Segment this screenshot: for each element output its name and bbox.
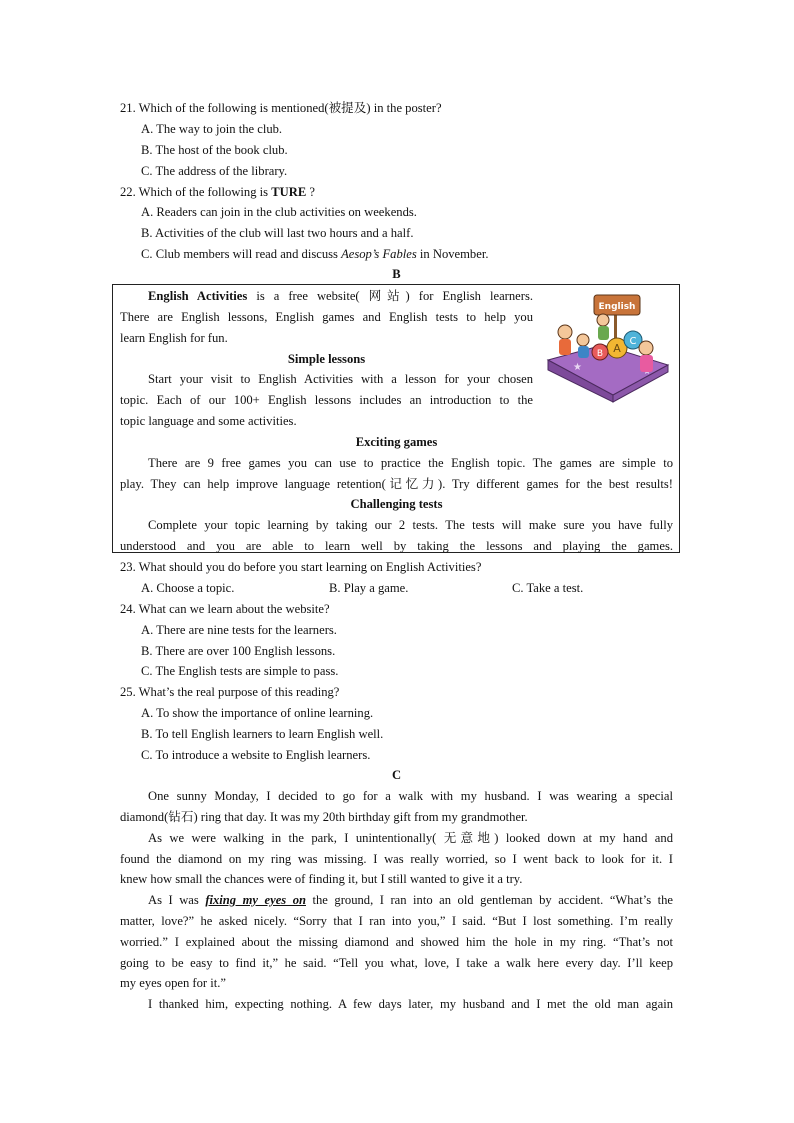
website-name: English Activities	[148, 289, 248, 303]
kid-body	[640, 355, 653, 372]
section-c-p3-line1-start: As I was	[148, 893, 206, 907]
star-icon: ★	[573, 362, 582, 373]
svg-text:A: A	[613, 342, 621, 355]
section-c-p1-line1: One sunny Monday, I decided to go for a walk with my husband. I was wearing a special	[148, 789, 673, 803]
section-b-p1-line1-text: is a free website( 网站) for English learners.	[247, 289, 533, 303]
heading-exciting-games: Exciting games	[355, 435, 438, 449]
q22-option-c-text: C. Club members will read and discuss	[141, 247, 342, 261]
section-c-p2-line1: As we were walking in the park, I unintentionally( 无意地) looked down at my hand and	[148, 831, 673, 845]
svg-text:C: C	[629, 336, 637, 347]
q22-option-b: B. Activities of the club will last two hours and a half.	[141, 226, 414, 240]
section-c-p3-line3: worried.” I explained about the missing diamond and showed him the hole in my ring. “That’s not	[120, 935, 673, 949]
q24-stem: 24. What can we learn about the website?	[120, 602, 330, 616]
section-b-p3-line1: There are 9 free games you can use to practice the English topic. The games are simple to	[148, 456, 673, 470]
q25-option-c: C. To introduce a website to English learners.	[141, 748, 371, 762]
section-b-p4-line2: understood and you are able to learn well by taking the lessons and playing the games.	[120, 539, 673, 553]
section-b-p2-line3: topic language and some activities.	[120, 414, 297, 428]
q23-option-c: C. Take a test.	[512, 581, 584, 595]
highlighted-phrase: fixing my eyes on	[205, 893, 306, 907]
q23-stem: 23. What should you do before you start learning on English Activities?	[120, 560, 482, 574]
section-b-p1-line3: learn English for fun.	[120, 331, 228, 345]
kid-head	[558, 325, 572, 339]
q24-option-a: A. There are nine tests for the learners.	[141, 623, 337, 637]
q22-stem-end: ?	[306, 185, 315, 199]
section-c-p3-line5: my eyes open for it.”	[120, 976, 226, 990]
heading-simple-lessons: Simple lessons	[287, 352, 366, 366]
q22-stem	[120, 184, 315, 200]
q23-option-b: B. Play a game.	[329, 581, 409, 595]
kid-head	[639, 341, 653, 355]
q21-option-a: A. The way to join the club.	[141, 122, 283, 136]
q25-option-b: B. To tell English learners to learn English well.	[141, 727, 384, 741]
section-b-p4-line1: Complete your topic learning by taking our 2 tests. The tests will make sure you have fully	[148, 518, 673, 532]
heading-challenging-tests: Challenging tests	[350, 497, 443, 511]
svg-text:B: B	[596, 349, 604, 359]
q25-option-a: A. To show the importance of online learning.	[141, 706, 374, 720]
section-c-p3-line2: matter, love?” he asked nicely. “Sorry that I ran into you,” I said. “But I lost something. I’m really	[120, 914, 673, 928]
section-c-p2-line3: knew how small the chances were of finding it, but I still wanted to give it a try.	[120, 872, 523, 886]
q24-option-c: C. The English tests are simple to pass.	[141, 664, 339, 678]
section-c-letter: C	[391, 768, 402, 782]
q21-option-b: B. The host of the book club.	[141, 143, 288, 157]
section-b-p2-line2: topic. Each of our 100+ English lessons includes an introduction to the	[120, 393, 533, 407]
q22-stem-bold: TURE	[271, 185, 307, 199]
q22-option-c-end: in November.	[416, 247, 489, 261]
english-sign-text: English	[598, 302, 636, 312]
q24-option-b: B. There are over 100 English lessons.	[141, 644, 336, 658]
section-c-p3-line1-end: the ground, I ran into an old gentleman by accident. “What’s the	[306, 893, 673, 907]
section-c-p2-line2: found the diamond on my ring was missing. I was really worried, so I went back to look for it. I	[120, 852, 673, 866]
kid-body	[578, 346, 589, 358]
q22-option-a: A. Readers can join in the club activities on weekends.	[141, 205, 417, 219]
section-c-p4-line1: I thanked him, expecting nothing. A few days later, my husband and I met the old man again	[148, 997, 673, 1011]
section-c-p3-line1	[148, 892, 673, 908]
kid-head	[597, 314, 609, 326]
q22-option-c	[141, 246, 488, 262]
section-b-p1-line2: There are English lessons, English games and English tests to help you	[120, 310, 533, 324]
section-b-p3-line2: play. They can help improve language retention(记忆力). Try different games for the best results!	[120, 477, 673, 491]
kid-head	[577, 334, 589, 346]
kids-with-books-illustration	[543, 290, 676, 405]
q21-option-c: C. The address of the library.	[141, 164, 288, 178]
section-b-p2-line1: Start your visit to English Activities with a lesson for your chosen	[148, 372, 533, 386]
q21-stem: 21. Which of the following is mentioned(被提及) in the poster?	[120, 101, 442, 115]
section-b-letter: B	[392, 267, 401, 281]
section-c-p3-line4: going to be easy to find it,” he said. “Tell you what, love, I take a walk here every day. I’ll keep	[120, 956, 673, 970]
q23-option-a: A. Choose a topic.	[141, 581, 235, 595]
kid-body	[598, 326, 609, 340]
q22-option-c-title: Aesop’s Fables	[341, 247, 417, 261]
section-c-p1-line2: diamond(钻石) ring that day. It was my 20th birthday gift from my grandmother.	[120, 810, 528, 824]
q25-stem: 25. What’s the real purpose of this reading?	[120, 685, 340, 699]
kid-body	[559, 339, 571, 355]
section-b-p1-line1	[148, 288, 533, 304]
q22-stem-text: 22. Which of the following is	[120, 185, 272, 199]
